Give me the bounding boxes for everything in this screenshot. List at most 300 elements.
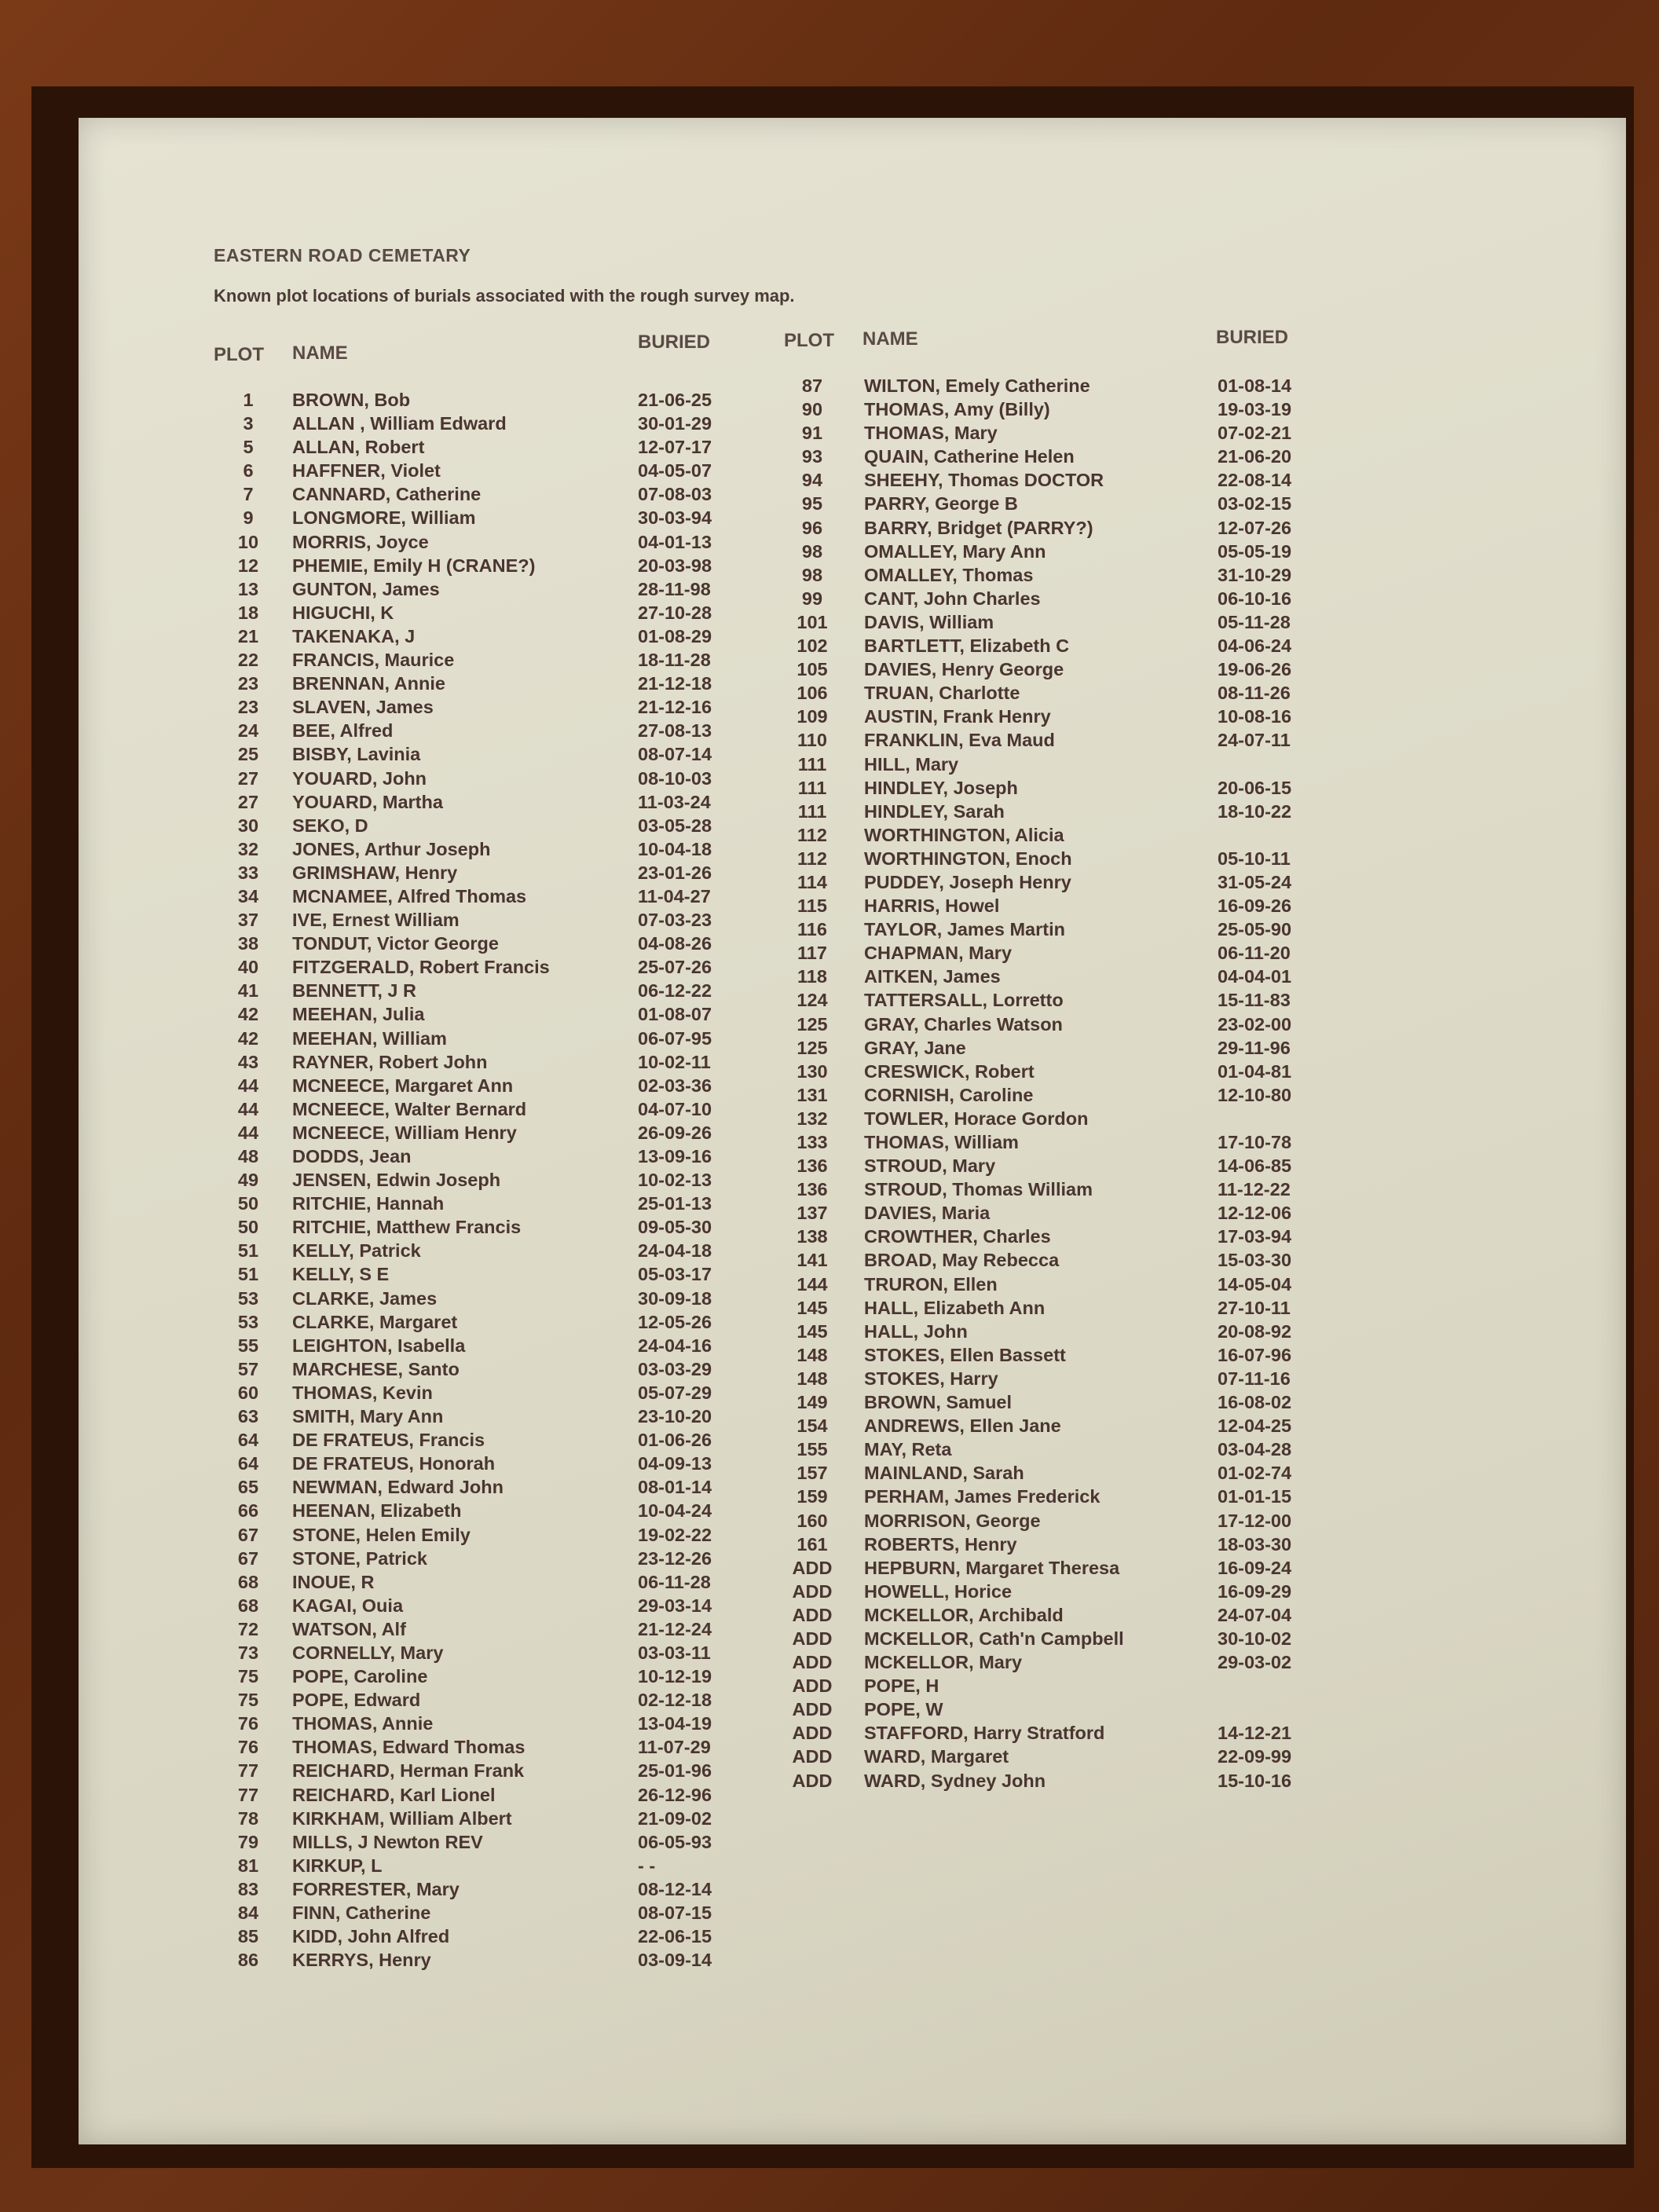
burial-row bbox=[778, 1273, 1328, 1296]
burial-row bbox=[778, 753, 1328, 776]
plot-number: 133 bbox=[797, 1132, 828, 1152]
buried-date: 19-03-19 bbox=[1218, 399, 1292, 420]
burial-name: DE FRATEUS, Honorah bbox=[292, 1453, 496, 1474]
burial-row bbox=[214, 695, 748, 719]
plot-number: ADD bbox=[792, 1723, 833, 1744]
burial-name: MCNEECE, William Henry bbox=[292, 1122, 517, 1143]
buried-date: 01-01-15 bbox=[1218, 1486, 1292, 1507]
left-burial-list bbox=[214, 388, 748, 1972]
plot-number: ADD bbox=[792, 1699, 833, 1720]
plot-number: 157 bbox=[797, 1463, 828, 1484]
buried-date: 04-05-07 bbox=[638, 460, 712, 482]
buried-date: 08-07-14 bbox=[638, 744, 712, 765]
burial-row bbox=[214, 459, 748, 482]
buried-date: 18-03-30 bbox=[1218, 1533, 1292, 1555]
burial-name: KELLY, S E bbox=[292, 1264, 390, 1285]
burial-row bbox=[214, 1404, 748, 1428]
plot-number: 27 bbox=[237, 767, 259, 789]
buried-date: 23-10-20 bbox=[638, 1406, 712, 1427]
plot-number: 44 bbox=[237, 1075, 259, 1096]
burial-row bbox=[214, 1570, 748, 1594]
plot-number: 37 bbox=[237, 910, 259, 931]
burial-row bbox=[214, 1594, 748, 1617]
buried-date: 25-01-13 bbox=[638, 1193, 712, 1214]
buried-date: 14-05-04 bbox=[1218, 1273, 1292, 1295]
plot-number: 44 bbox=[237, 1098, 259, 1119]
burial-name: STOKES, Harry bbox=[864, 1368, 998, 1389]
buried-date: 10-02-13 bbox=[638, 1170, 712, 1191]
burial-row bbox=[778, 847, 1328, 870]
right-header-buried: BURIED bbox=[1216, 327, 1289, 348]
buried-date: 24-04-18 bbox=[638, 1240, 712, 1262]
burial-name: RITCHIE, Hannah bbox=[292, 1193, 445, 1214]
plot-number: 49 bbox=[237, 1170, 259, 1191]
buried-date: 10-04-18 bbox=[638, 838, 712, 859]
plot-number: 67 bbox=[237, 1524, 259, 1545]
buried-date: 10-02-11 bbox=[638, 1051, 711, 1072]
buried-date: 03-04-28 bbox=[1218, 1439, 1292, 1460]
burial-row bbox=[214, 1002, 748, 1026]
burial-name: TAKENAKA, J bbox=[292, 625, 416, 646]
buried-date: 02-12-18 bbox=[638, 1690, 712, 1711]
burial-name: GRAY, Jane bbox=[864, 1037, 966, 1058]
burial-row bbox=[778, 634, 1328, 657]
buried-date: 24-07-11 bbox=[1218, 730, 1291, 751]
document-title: EASTERN ROAD CEMETARY bbox=[214, 245, 471, 266]
burial-row bbox=[778, 1769, 1328, 1793]
burial-row bbox=[214, 1381, 748, 1404]
buried-date: 19-02-22 bbox=[638, 1524, 712, 1545]
plot-number: 112 bbox=[797, 824, 827, 845]
buried-date: 30-03-94 bbox=[638, 507, 712, 529]
buried-date: 22-08-14 bbox=[1218, 470, 1292, 491]
buried-date: 25-07-26 bbox=[638, 957, 712, 978]
buried-date: 29-11-96 bbox=[1218, 1037, 1291, 1058]
plot-number: 68 bbox=[237, 1571, 259, 1592]
burial-name: MEEHAN, William bbox=[292, 1027, 447, 1049]
burial-row bbox=[778, 1060, 1328, 1083]
plot-number: 148 bbox=[797, 1344, 828, 1365]
burial-row bbox=[778, 1556, 1328, 1580]
buried-date: 17-03-94 bbox=[1218, 1226, 1292, 1247]
burial-row bbox=[778, 1343, 1328, 1367]
buried-date: 21-12-18 bbox=[638, 673, 712, 694]
buried-date: 01-02-74 bbox=[1218, 1463, 1292, 1484]
plot-number: 130 bbox=[797, 1060, 828, 1082]
plot-number: 81 bbox=[237, 1855, 259, 1876]
plot-number: 132 bbox=[797, 1108, 828, 1129]
burial-row bbox=[778, 823, 1328, 847]
burial-row bbox=[214, 1759, 748, 1782]
burial-row bbox=[214, 1475, 748, 1499]
plot-number: 77 bbox=[237, 1784, 259, 1805]
burial-name: LEIGHTON, Isabella bbox=[292, 1335, 466, 1356]
buried-date: 07-11-16 bbox=[1218, 1368, 1291, 1389]
plot-number: ADD bbox=[792, 1675, 833, 1697]
burial-name: MARCHESE, Santo bbox=[292, 1358, 460, 1379]
buried-date: 15-10-16 bbox=[1218, 1770, 1292, 1791]
burial-name: DAVIES, Henry George bbox=[864, 659, 1064, 680]
plot-number: 76 bbox=[237, 1713, 259, 1734]
burial-name: CRESWICK, Robert bbox=[864, 1060, 1035, 1082]
buried-date: 30-10-02 bbox=[1218, 1628, 1292, 1649]
burial-name: FITZGERALD, Robert Francis bbox=[292, 957, 550, 978]
burial-name: DAVIES, Maria bbox=[864, 1203, 991, 1224]
buried-date: 25-01-96 bbox=[638, 1760, 712, 1782]
plot-number: 22 bbox=[237, 650, 259, 671]
plot-number: 114 bbox=[797, 871, 827, 892]
buried-date: 20-06-15 bbox=[1218, 777, 1292, 798]
burial-name: SEKO, D bbox=[292, 815, 368, 836]
buried-date: 07-02-21 bbox=[1218, 423, 1292, 444]
buried-date: 14-06-85 bbox=[1218, 1155, 1292, 1177]
plot-number: 18 bbox=[237, 602, 259, 623]
burial-row bbox=[778, 1533, 1328, 1556]
burial-name: WORTHINGTON, Enoch bbox=[864, 848, 1072, 869]
burial-name: GUNTON, James bbox=[292, 578, 440, 599]
burial-row bbox=[214, 1783, 748, 1807]
burial-row bbox=[214, 1428, 748, 1452]
plot-number: 30 bbox=[237, 815, 259, 836]
right-header-plot: PLOT bbox=[784, 330, 834, 351]
burial-row bbox=[214, 1901, 748, 1925]
buried-date: 11-12-22 bbox=[1218, 1179, 1291, 1200]
buried-date: 03-02-15 bbox=[1218, 493, 1292, 515]
buried-date: 18-10-22 bbox=[1218, 800, 1292, 822]
buried-date: 26-09-26 bbox=[638, 1122, 712, 1143]
buried-date: 12-10-80 bbox=[1218, 1084, 1292, 1105]
buried-date: 01-04-81 bbox=[1218, 1060, 1292, 1082]
burial-row bbox=[214, 1617, 748, 1641]
burial-name: CANNARD, Catherine bbox=[292, 484, 482, 505]
plot-number: 138 bbox=[797, 1226, 828, 1247]
burial-row bbox=[778, 1367, 1328, 1390]
burial-row bbox=[778, 587, 1328, 610]
burial-name: STONE, Patrick bbox=[292, 1547, 427, 1569]
burial-row bbox=[778, 1674, 1328, 1697]
buried-date: 10-04-24 bbox=[638, 1500, 712, 1522]
buried-date: 03-05-28 bbox=[638, 815, 712, 836]
plot-number: 116 bbox=[797, 919, 827, 940]
burial-name: FINN, Catherine bbox=[292, 1903, 431, 1923]
burial-name: STROUD, Mary bbox=[864, 1155, 996, 1177]
burial-name: MEEHAN, Julia bbox=[292, 1004, 425, 1025]
plot-number: 155 bbox=[797, 1439, 828, 1460]
buried-date: 03-03-11 bbox=[638, 1642, 711, 1663]
burial-row bbox=[778, 1107, 1328, 1130]
plot-number: ADD bbox=[792, 1604, 833, 1625]
plot-number: ADD bbox=[792, 1557, 833, 1578]
buried-date: 01-06-26 bbox=[638, 1430, 712, 1451]
buried-date: 21-12-24 bbox=[638, 1618, 712, 1639]
burial-name: TRUAN, Charlotte bbox=[864, 683, 1020, 704]
burial-name: JONES, Arthur Joseph bbox=[292, 838, 491, 859]
burial-name: HINDLEY, Joseph bbox=[864, 777, 1018, 798]
burial-row bbox=[214, 1097, 748, 1121]
buried-date: 01-08-29 bbox=[638, 625, 712, 646]
buried-date: 23-02-00 bbox=[1218, 1013, 1292, 1035]
plot-number: 149 bbox=[797, 1392, 828, 1413]
plot-number: 60 bbox=[237, 1382, 259, 1403]
plot-number: 23 bbox=[237, 697, 259, 718]
plot-number: 78 bbox=[237, 1807, 259, 1829]
burial-name: TRURON, Ellen bbox=[864, 1273, 998, 1295]
burial-row bbox=[778, 1697, 1328, 1721]
burial-row bbox=[214, 624, 748, 648]
burial-name: QUAIN, Catherine Helen bbox=[864, 446, 1075, 467]
buried-date: 04-09-13 bbox=[638, 1453, 712, 1474]
burial-row bbox=[214, 767, 748, 790]
burial-name: SLAVEN, James bbox=[292, 697, 434, 718]
burial-name: MILLS, J Newton REV bbox=[292, 1831, 483, 1852]
burial-name: MCKELLOR, Cath'n Campbell bbox=[864, 1628, 1124, 1649]
buried-date: 14-12-21 bbox=[1218, 1723, 1292, 1744]
buried-date: 06-07-95 bbox=[638, 1027, 712, 1049]
buried-date: 23-12-26 bbox=[638, 1547, 712, 1569]
burial-name: CHAPMAN, Mary bbox=[864, 943, 1013, 964]
burial-row bbox=[778, 1627, 1328, 1650]
burial-name: MCKELLOR, Mary bbox=[864, 1652, 1023, 1673]
buried-date: 26-12-96 bbox=[638, 1784, 712, 1805]
burial-row bbox=[778, 563, 1328, 587]
burial-name: HINDLEY, Sarah bbox=[864, 800, 1005, 822]
burial-name: PHEMIE, Emily H (CRANE?) bbox=[292, 555, 536, 576]
burial-name: NEWMAN, Edward John bbox=[292, 1477, 504, 1498]
burial-row bbox=[214, 1830, 748, 1854]
right-header-name: NAME bbox=[862, 328, 918, 350]
buried-date: 06-11-28 bbox=[638, 1571, 711, 1592]
plot-number: 25 bbox=[237, 744, 259, 765]
plot-number: 111 bbox=[797, 777, 827, 798]
buried-date: 21-06-25 bbox=[638, 390, 712, 410]
burial-row bbox=[214, 742, 748, 766]
burial-row bbox=[778, 1437, 1328, 1461]
buried-date: 06-05-93 bbox=[638, 1831, 712, 1852]
burial-name: HARRIS, Howel bbox=[864, 895, 1000, 917]
burial-row bbox=[778, 1650, 1328, 1674]
burial-name: HAFFNER, Violet bbox=[292, 460, 441, 482]
burial-row bbox=[214, 1688, 748, 1712]
buried-date: 08-10-03 bbox=[638, 767, 712, 789]
burial-row bbox=[214, 979, 748, 1002]
burial-name: ALLAN, Robert bbox=[292, 437, 425, 458]
burial-name: WARD, Sydney John bbox=[864, 1770, 1046, 1791]
burial-row bbox=[214, 554, 748, 577]
burial-name: POPE, Caroline bbox=[292, 1666, 428, 1687]
buried-date: 30-09-18 bbox=[638, 1287, 712, 1309]
burial-name: ANDREWS, Ellen Jane bbox=[864, 1415, 1061, 1437]
burial-row bbox=[778, 1225, 1328, 1248]
buried-date: 08-01-14 bbox=[638, 1477, 712, 1498]
burial-row bbox=[778, 1580, 1328, 1603]
plot-number: 51 bbox=[237, 1240, 259, 1262]
plot-number: ADD bbox=[792, 1746, 833, 1767]
plot-number: 124 bbox=[797, 990, 828, 1011]
burial-row bbox=[778, 776, 1328, 800]
buried-date: 08-11-26 bbox=[1218, 683, 1291, 704]
plot-number: 145 bbox=[797, 1297, 828, 1318]
burial-name: KELLY, Patrick bbox=[292, 1240, 421, 1262]
buried-date: - - bbox=[638, 1855, 656, 1876]
burial-row bbox=[214, 932, 748, 955]
buried-date: 21-09-02 bbox=[638, 1807, 712, 1829]
burial-row bbox=[214, 1168, 748, 1192]
burial-row bbox=[778, 1177, 1328, 1201]
burial-name: TAYLOR, James Martin bbox=[864, 919, 1065, 940]
burial-row bbox=[778, 1154, 1328, 1177]
burial-name: GRAY, Charles Watson bbox=[864, 1013, 1063, 1035]
plot-number: 75 bbox=[237, 1666, 259, 1687]
burial-name: BEE, Alfred bbox=[292, 720, 394, 742]
burial-name: SHEEHY, Thomas DOCTOR bbox=[864, 470, 1104, 491]
burial-row bbox=[214, 1262, 748, 1286]
buried-date: 12-07-17 bbox=[638, 437, 712, 458]
burial-row bbox=[778, 941, 1328, 965]
burial-name: DE FRATEUS, Francis bbox=[292, 1430, 485, 1451]
buried-date: 24-04-16 bbox=[638, 1335, 712, 1356]
plot-number: 110 bbox=[797, 730, 827, 751]
buried-date: 13-04-19 bbox=[638, 1713, 712, 1734]
buried-date: 16-09-24 bbox=[1218, 1557, 1292, 1578]
burial-name: WATSON, Alf bbox=[292, 1618, 406, 1639]
burial-row bbox=[778, 1320, 1328, 1343]
burial-row bbox=[214, 601, 748, 624]
plot-number: 101 bbox=[797, 611, 828, 632]
burial-row bbox=[214, 1641, 748, 1664]
buried-date: 15-03-30 bbox=[1218, 1250, 1292, 1271]
plot-number: 102 bbox=[797, 635, 828, 657]
plot-number: 93 bbox=[801, 446, 823, 467]
plot-number: 145 bbox=[797, 1320, 828, 1342]
buried-date: 04-07-10 bbox=[638, 1098, 712, 1119]
burial-row bbox=[778, 988, 1328, 1012]
plot-number: 117 bbox=[797, 943, 827, 964]
plot-number: 125 bbox=[797, 1037, 828, 1058]
burial-name: BARTLETT, Elizabeth C bbox=[864, 635, 1070, 657]
buried-date: 11-07-29 bbox=[638, 1737, 711, 1758]
burial-row bbox=[778, 516, 1328, 540]
burial-name: KAGAI, Ouia bbox=[292, 1595, 404, 1616]
burial-name: DODDS, Jean bbox=[292, 1146, 412, 1166]
plot-number: 111 bbox=[797, 800, 827, 822]
burial-row bbox=[214, 1050, 748, 1074]
burial-name: DAVIS, William bbox=[864, 611, 994, 632]
plot-number: 125 bbox=[797, 1013, 828, 1035]
buried-date: 19-06-26 bbox=[1218, 659, 1292, 680]
burial-row bbox=[778, 1083, 1328, 1107]
burial-name: TOWLER, Horace Gordon bbox=[864, 1108, 1089, 1129]
burial-name: STROUD, Thomas William bbox=[864, 1179, 1093, 1200]
burial-row bbox=[214, 1523, 748, 1547]
burial-row bbox=[214, 1027, 748, 1050]
burial-name: OMALLEY, Thomas bbox=[864, 564, 1034, 585]
burial-row bbox=[214, 1310, 748, 1334]
plot-number: 95 bbox=[801, 493, 823, 515]
plot-number: 64 bbox=[237, 1453, 259, 1474]
plot-number: 136 bbox=[797, 1155, 828, 1177]
burial-row bbox=[778, 1721, 1328, 1745]
burial-name: JENSEN, Edwin Joseph bbox=[292, 1170, 501, 1191]
burial-row bbox=[214, 1735, 748, 1759]
buried-date: 04-04-01 bbox=[1218, 966, 1292, 987]
buried-date: 01-08-07 bbox=[638, 1004, 712, 1025]
burial-row bbox=[214, 435, 748, 459]
burial-row bbox=[214, 388, 748, 412]
burial-name: RAYNER, Robert John bbox=[292, 1051, 488, 1072]
plot-number: 23 bbox=[237, 673, 259, 694]
burial-name: BRENNAN, Annie bbox=[292, 673, 445, 694]
burial-row bbox=[778, 657, 1328, 681]
burial-row bbox=[778, 894, 1328, 917]
buried-date: 10-12-19 bbox=[638, 1666, 712, 1687]
buried-date: 06-10-16 bbox=[1218, 588, 1292, 609]
burial-name: CORNISH, Caroline bbox=[864, 1084, 1034, 1105]
burial-name: MAINLAND, Sarah bbox=[864, 1463, 1024, 1484]
plot-number: 1 bbox=[243, 390, 254, 410]
plot-number: 72 bbox=[237, 1618, 259, 1639]
burial-name: FRANCIS, Maurice bbox=[292, 650, 455, 671]
plot-number: 154 bbox=[797, 1415, 828, 1437]
plot-number: 21 bbox=[237, 625, 259, 646]
burial-name: FRANKLIN, Eva Maud bbox=[864, 730, 1055, 751]
plot-number: 41 bbox=[237, 980, 259, 1002]
burial-name: OMALLEY, Mary Ann bbox=[864, 540, 1046, 562]
burial-name: HEPBURN, Margaret Theresa bbox=[864, 1557, 1120, 1578]
burial-name: WARD, Margaret bbox=[864, 1746, 1009, 1767]
burial-name: HALL, Elizabeth Ann bbox=[864, 1297, 1046, 1318]
burial-name: THOMAS, Annie bbox=[292, 1713, 434, 1734]
buried-date: 16-07-96 bbox=[1218, 1344, 1292, 1365]
burial-name: GRIMSHAW, Henry bbox=[292, 862, 458, 883]
plot-number: 148 bbox=[797, 1368, 828, 1389]
burial-row bbox=[214, 648, 748, 672]
plot-number: 24 bbox=[237, 720, 259, 742]
plot-number: 98 bbox=[801, 564, 823, 585]
burial-name: FORRESTER, Mary bbox=[292, 1878, 460, 1899]
burial-row bbox=[214, 884, 748, 908]
burial-name: CORNELLY, Mary bbox=[292, 1642, 444, 1663]
burial-row bbox=[214, 1121, 748, 1144]
plot-number: 44 bbox=[237, 1122, 259, 1143]
plot-number: 77 bbox=[237, 1760, 259, 1782]
burial-name: THOMAS, Amy (Billy) bbox=[864, 399, 1050, 420]
plot-number: 115 bbox=[797, 895, 827, 917]
burial-name: KIDD, John Alfred bbox=[292, 1926, 450, 1947]
plot-number: 9 bbox=[243, 507, 254, 529]
plot-number: 73 bbox=[237, 1642, 259, 1663]
plot-number: 160 bbox=[797, 1510, 828, 1531]
burial-name: YOUARD, Martha bbox=[292, 791, 443, 812]
buried-date: 20-08-92 bbox=[1218, 1320, 1292, 1342]
burial-row bbox=[214, 1499, 748, 1522]
burial-row bbox=[214, 1239, 748, 1262]
burial-name: CLARKE, James bbox=[292, 1287, 438, 1309]
buried-date: 05-11-28 bbox=[1218, 611, 1291, 632]
buried-date: 11-03-24 bbox=[638, 791, 711, 812]
buried-date: 16-09-29 bbox=[1218, 1580, 1292, 1602]
buried-date: 31-05-24 bbox=[1218, 871, 1292, 892]
buried-date: 05-07-29 bbox=[638, 1382, 712, 1403]
buried-date: 27-08-13 bbox=[638, 720, 712, 742]
burial-row bbox=[214, 1452, 748, 1475]
burial-name: LONGMORE, William bbox=[292, 507, 476, 529]
buried-date: 09-05-30 bbox=[638, 1217, 712, 1238]
buried-date: 29-03-14 bbox=[638, 1595, 712, 1616]
burial-row bbox=[214, 1547, 748, 1570]
burial-name: YOUARD, John bbox=[292, 767, 427, 789]
burial-row bbox=[778, 374, 1328, 397]
burial-name: THOMAS, William bbox=[864, 1132, 1019, 1152]
